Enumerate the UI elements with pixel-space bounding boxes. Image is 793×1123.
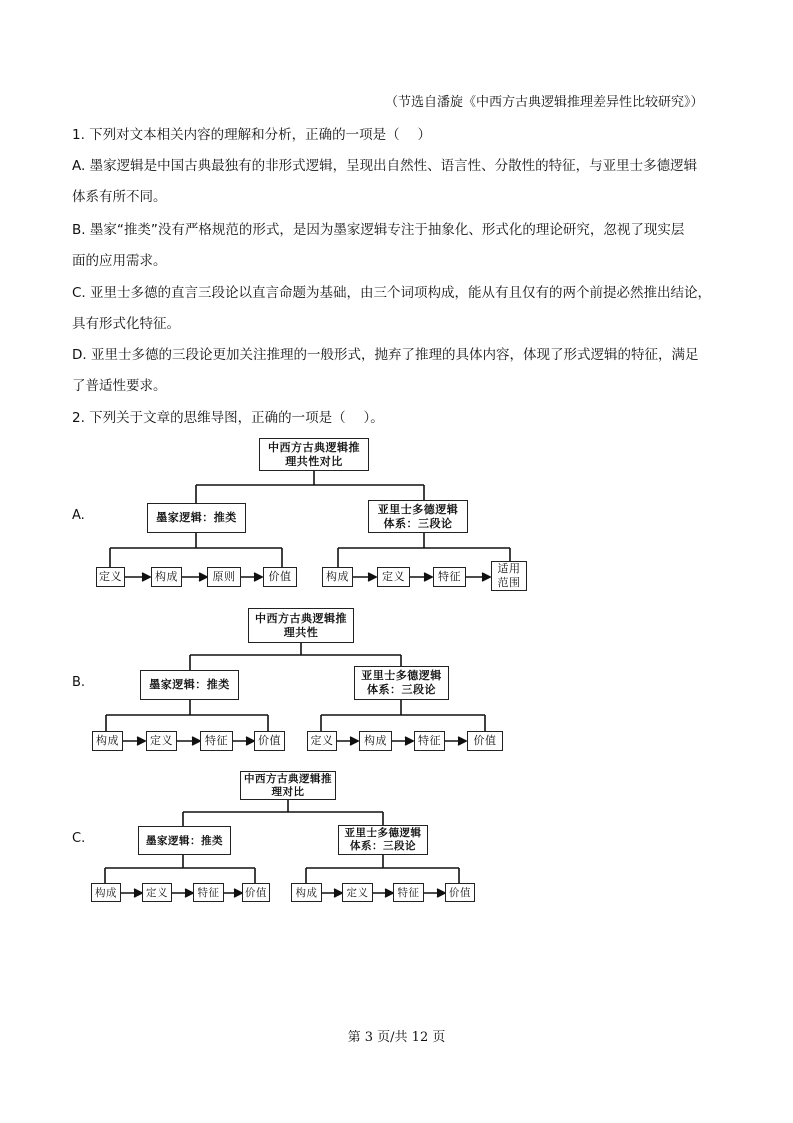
option-d-line-1: D. 亚里士多德的三段论更加关注推理的一般形式，抛弃了推理的具体内容，体现了形式逻辑的特征，满足 [72, 347, 699, 363]
mindmap-b-right-item: 定义 [307, 731, 337, 751]
option-a-line-1: A. 墨家逻辑是中国古典最独有的非形式逻辑，呈现出自然性、语言性、分散性的特征，与亚里士多德逻辑 [72, 158, 698, 174]
mindmap-b-right-item: 价值 [467, 731, 503, 751]
mindmap-a-right-item: 构成 [322, 567, 353, 587]
mindmap-a-left-item: 原则 [207, 567, 241, 587]
source-citation: （节选自潘旋《中西方古典逻辑推理差异性比较研究》） [385, 95, 704, 110]
mindmap-a-left-item: 构成 [151, 567, 182, 587]
mindmap-a-right-item: 定义 [377, 567, 410, 587]
diagram-c-letter: C. [72, 831, 86, 846]
option-d-line-2: 了普适性要求。 [72, 378, 167, 394]
mindmap-a-left-item: 价值 [263, 567, 297, 587]
question-2-stem: 2. 下列关于文章的思维导图，正确的一项是（ ）。 [72, 410, 384, 426]
mindmap-a-right-item: 适用 范围 [491, 561, 527, 591]
mindmap-c-right-item: 价值 [445, 883, 475, 902]
mindmap-c-left-item: 定义 [142, 883, 172, 902]
mindmap-c-right-item: 定义 [342, 883, 373, 902]
mindmap-a-right-item: 特征 [433, 567, 466, 587]
option-c-line-1: C. 亚里士多德的直言三段论以直言命题为基础，由三个词项构成，能从有且仅有的两个前提必然推出结论， [72, 285, 712, 301]
mindmap-c-left-item: 构成 [91, 883, 121, 902]
mindmap-c-right-branch: 亚里士多德逻辑 体系：三段论 [338, 825, 428, 855]
mindmap-b-right-item: 特征 [414, 731, 445, 751]
mindmap-b-left-item: 价值 [254, 731, 285, 751]
mindmap-c-left-branch: 墨家逻辑：推类 [138, 826, 231, 855]
mindmap-b-right-item: 构成 [359, 731, 392, 751]
mindmap-c-right-item: 构成 [291, 883, 322, 902]
mindmap-b-left-branch: 墨家逻辑：推类 [140, 670, 239, 700]
mindmap-a-left-branch: 墨家逻辑：推类 [147, 503, 246, 533]
mindmap-b-root: 中西方古典逻辑推 理共性 [248, 608, 354, 643]
diagram-b-letter: B. [72, 675, 86, 690]
mindmap-c-root: 中西方古典逻辑推 理对比 [240, 771, 336, 800]
option-a-line-2: 体系有所不同。 [72, 189, 167, 205]
option-b-line-2: 面的应用需求。 [72, 253, 167, 269]
mindmap-b-left-item: 特征 [200, 731, 233, 751]
mindmap-b-left-item: 定义 [146, 731, 177, 751]
mindmap-c-left-item: 价值 [242, 883, 270, 902]
page-footer: 第 3 页/共 12 页 [347, 1030, 446, 1045]
mindmap-a-right-branch: 亚里士多德逻辑 体系：三段论 [368, 500, 468, 533]
question-1-stem: 1. 下列对文本相关内容的理解和分析，正确的一项是（ ） [72, 127, 431, 143]
option-b-line-1: B. 墨家“推类”没有严格规范的形式，是因为墨家逻辑专注于抽象化、形式化的理论研究，忽视了现实层 [72, 222, 685, 238]
mindmap-b-right-branch: 亚里士多德逻辑 体系：三段论 [354, 666, 449, 700]
mindmap-a-root: 中西方古典逻辑推 理共性对比 [259, 438, 369, 471]
mindmap-c-right-item: 特征 [393, 883, 424, 902]
mindmap-b-left-item: 构成 [92, 731, 123, 751]
diagram-a-letter: A. [72, 508, 85, 523]
mindmap-a-left-item: 定义 [96, 567, 125, 587]
option-c-line-2: 具有形式化特征。 [72, 316, 180, 332]
mindmap-c-left-item: 特征 [193, 883, 224, 902]
